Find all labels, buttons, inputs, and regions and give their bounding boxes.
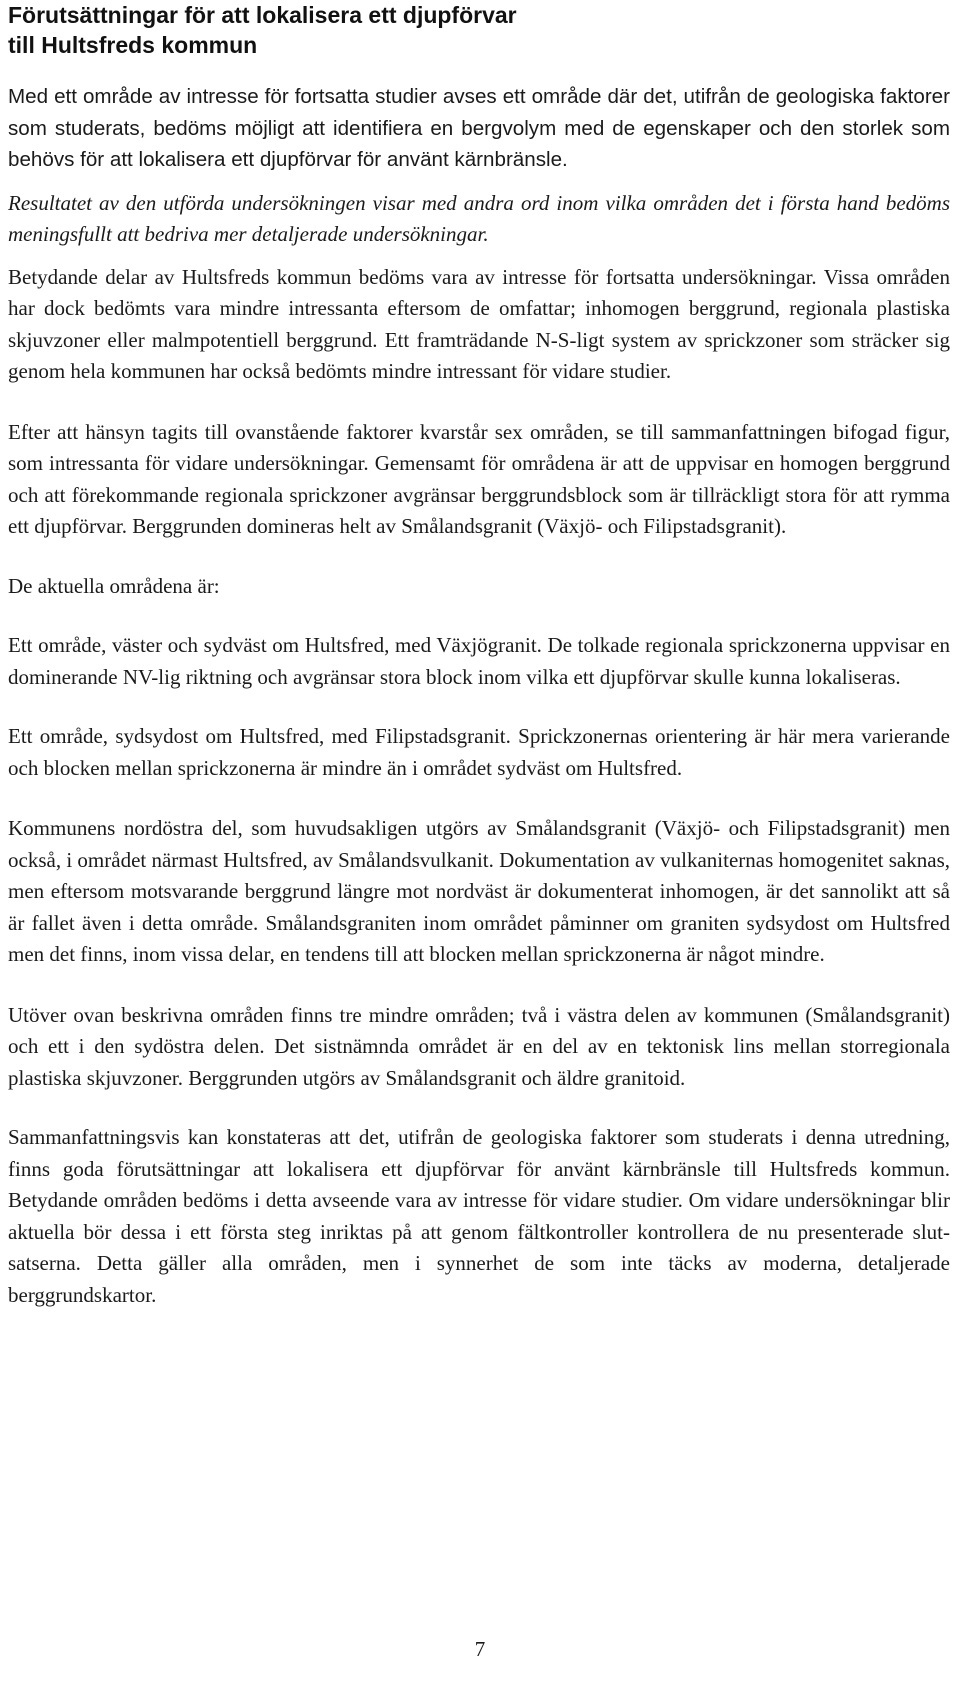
smaller-areas-paragraph: Utöver ovan beskrivna områden finns tre mindre områden; två i västra delen av kommunen (Smålandsgranit) och ett i den sydöstra delen. Det sistnämnda området är en del av en tektonisk lins mellan storregionala plastiska skjuvzoner. Berggrunden utgörs av Smålandsgranit och äldre granitoid. [8,1002,950,1090]
section-heading [8,0,950,60]
page-number: 7 [474,1637,486,1661]
area-northeast-paragraph: Kommunens nordöstra del, som huvudsakligen utgörs av Smålandsgranit (Växjö- och Filipstadsgranit) men också, i området närmast Hultsfred, av Smålandsvulkanit. Dokumentation av vulkaniternas homogenitet saknas, men eftersom motsvarande berggrund längre mot nordväst är dokumenterat inhomogen, är det sannolikt att så är fallet även i detta område. Smålandsgraniten inom området påminner om graniten sydsydost om Hultsfred men det finns, inom vissa delar, en tendens till att blocken mellan sprickzonerna är något mindre. [8,816,950,966]
result-italic-paragraph: Resultatet av den utförda undersökningen visar med andra ord inom vilka områden det i första hand bedöms meningsfullt att bedriva mer detaljerade undersökningar. [8,190,950,246]
areas-intro-paragraph: De aktuella områdena är: [8,573,220,598]
heading-line-1: Förutsättningar för att lokalisera ett djupförvar [8,2,517,28]
efter-paragraph: Efter att hänsyn tagits till ovanstående faktorer kvarstår sex områden, se till sammanfattningen bifogad figur, som intressanta för vidare undersökningar. Gemensamt för områdena är att de uppvisar en homogen berggrund och att förekommande regionala sprickzoner avgränsar berggrundsblock som är tillräckligt stora för att rymma ett djupförvar. Berggrunden domineras helt av Smålandsgranit (Växjö- och Filipstadsgranit). [8,419,950,538]
intro-paragraph: Med ett område av intresse för fortsatta studier avses ett område där det, utifrån de geologiska faktorer som studerats, bedöms möjligt att identifiera en bergvolym med de egenskaper och den storlek som behövs för att lokalisera ett djupförvar för använt kärnbränsle. [8,85,950,171]
area-south-paragraph: Ett område, sydsydost om Hultsfred, med Filipstadsgranit. Sprickzonernas orientering är här mera varierande och blocken mellan sprickzonerna är mindre än i området sydväst om Hultsfred. [8,724,950,780]
area-west-paragraph: Ett område, väster och sydväst om Hultsfred, med Växjögranit. De tolkade regionala sprickzonerna uppvisar en dominerande NV-lig riktning och avgränsar stora block inom vilka ett djupförvar skulle kunna lokaliseras. [8,633,950,689]
heading-line-2: till Hultsfreds kommun [8,32,258,58]
betydande-paragraph: Betydande delar av Hultsfreds kommun bedöms vara av intresse för fortsatta undersökningar. Vissa områden har dock bedömts vara mindre intressanta eftersom de omfattar; inhomogen berggrund, regionala plastiska skjuvzoner eller malmpotentiell berggrund. Ett framträdande N-S-ligt system av sprickzoner som sträcker sig genom hela kommunen har också bedömts mindre intressant för vidare studier. [8,264,950,383]
summary-paragraph: Sammanfattningsvis kan konstateras att det, utifrån de geologiska faktorer som studerats i denna utredning, finns goda förutsättningar att lokalisera ett djupförvar för använt kärnbränsle till Hultsfreds kommun. Betydande områden bedöms i detta avseende vara av intresse för vidare studier. Om vidare undersökningar blir aktuella bör dessa i ett första steg inriktas på att genom fältkontroller kontrollera de nu presenterade slutsatserna. Detta gäller alla områden, men i synnerhet de som inte täcks av moderna, detaljerade berggrundskartor. [8,1125,950,1307]
